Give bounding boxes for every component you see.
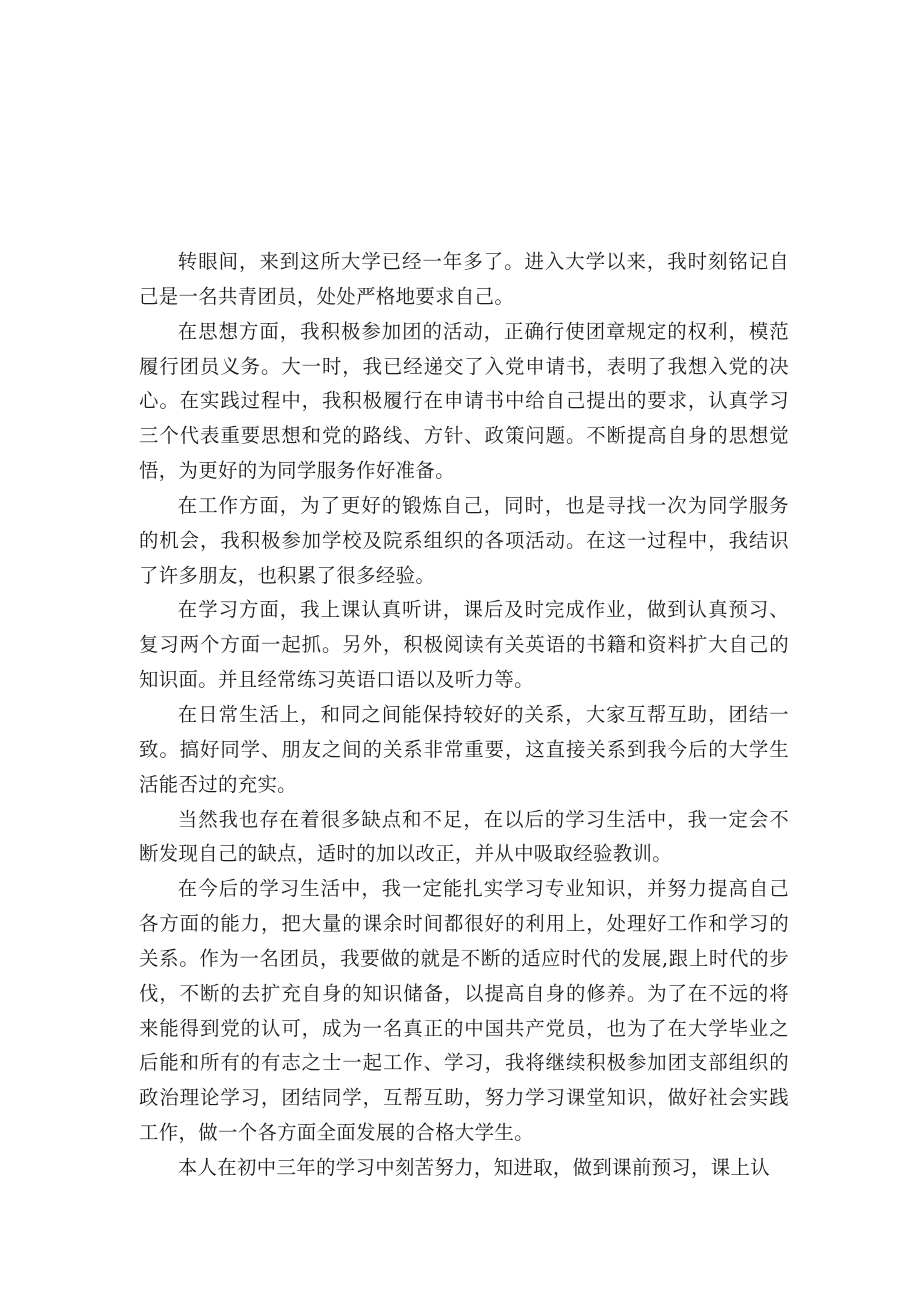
paragraph-intro: 转眼间，来到这所大学已经一年多了。进入大学以来，我时刻铭记自己是一名共青团员，处处严格地要求自己。 xyxy=(139,250,789,308)
paragraph-future: 在今后的学习生活中，我一定能扎实学习专业知识，并努力提高自己各方面的能力，把大量的课余时间都很好的利用上，处理好工作和学习的关系。作为一名团员，我要做的就是不断的适应时代的发展,跟上时代的步伐，不断的去扩充自身的知识储备，以提高自身的修养。为了在不远的将来能得到党的认可，成为一名真正的中国共产党员，也为了在大学毕业之后能和所有的有志之士一起工作、学习，我将继续积极参加团支部组织的政治理论学习，团结同学，互帮互助，努力学习课堂知识，做好社会实践工作，做一个各方面全面发展的合格大学生。 xyxy=(139,877,789,1145)
document-body xyxy=(139,245,789,1186)
paragraph-study: 在学习方面，我上课认真听讲，课后及时完成作业，做到认真预习、复习两个方面一起抓。另外，积极阅读有关英语的书籍和资料扩大自己的知识面。并且经常练习英语口语以及听力等。 xyxy=(139,598,789,692)
paragraph-work: 在工作方面，为了更好的锻炼自己，同时，也是寻找一次为同学服务的机会，我积极参加学校及院系组织的各项活动。在这一过程中，我结识了许多朋友，也积累了很多经验。 xyxy=(139,493,789,587)
paragraph-middle-school: 本人在初中三年的学习中刻苦努力，知进取，做到课前预习，课上认 xyxy=(177,1155,771,1179)
paragraph-daily-life: 在日常生活上，和同之间能保持较好的关系，大家互帮互助，团结一致。搞好同学、朋友之间的关系非常重要，这直接关系到我今后的大学生活能否过的充实。 xyxy=(139,702,789,796)
paragraph-shortcomings: 当然我也存在着很多缺点和不足，在以后的学习生活中，我一定会不断发现自己的缺点，适时的加以改正，并从中吸取经验教训。 xyxy=(139,807,789,866)
paragraph-thought: 在思想方面，我积极参加团的活动，正确行使团章规定的权利，模范履行团员义务。大一时，我已经递交了入党申请书，表明了我想入党的决心。在实践过程中，我积极履行在申请书中给自己提出的要求，认真学习三个代表重要思想和党的路线、方针、政策问题。不断提高自身的思想觉悟，为更好的为同学服务作好准备。 xyxy=(139,319,789,483)
